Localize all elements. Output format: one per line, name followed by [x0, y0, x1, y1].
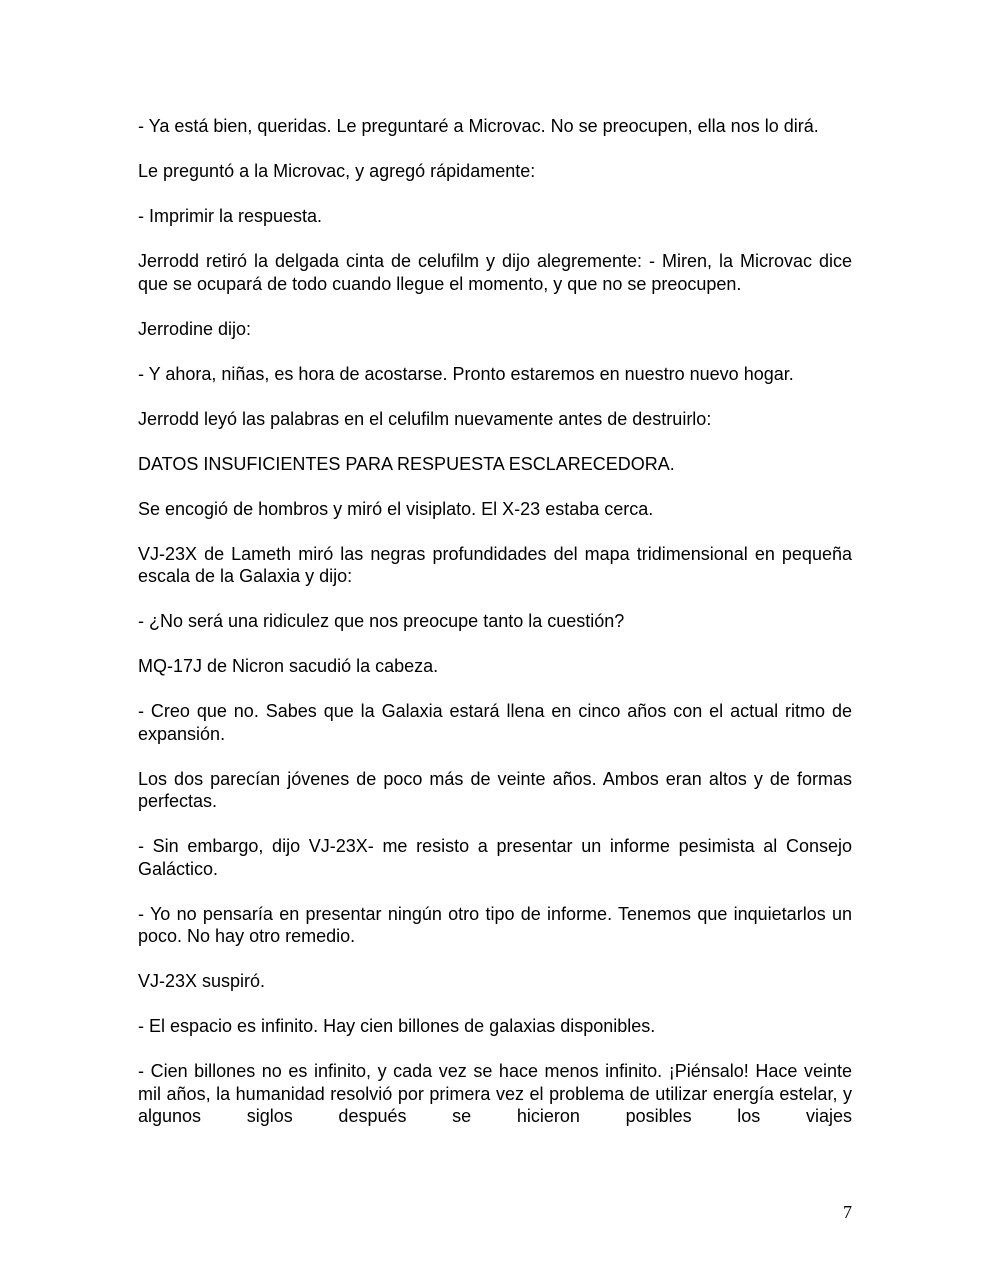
paragraph: Jerrodd retiró la delgada cinta de celufilm y dijo alegremente: - Miren, la Microvac dice que se ocupará de todo cuando llegue el momento, y que no se preocupen.: [138, 251, 852, 294]
paragraph: - Yo no pensaría en presentar ningún otro tipo de informe. Tenemos que inquietarlos un poco. No hay otro remedio.: [138, 903, 852, 946]
paragraph: VJ-23X suspiró.: [138, 971, 266, 991]
paragraph: VJ-23X de Lameth miró las negras profundidades del mapa tridimensional en pequeña escala de la Galaxia y dijo:: [138, 543, 852, 586]
paragraph: Se encogió de hombros y miró el visiplato. El X-23 estaba cerca.: [138, 498, 654, 519]
paragraph: - Y ahora, niñas, es hora de acostarse. Pronto estaremos en nuestro nuevo hogar.: [138, 363, 794, 384]
paragraph: - ¿No será una ridiculez que nos preocupe tanto la cuestión?: [138, 611, 625, 631]
paragraph: - Cien billones no es infinito, y cada vez se hace menos infinito. ¡Piénsalo! Hace veinte mil años, la humanidad resolvió por primera vez el problema de utilizar energía estelar, y algunos siglos después se hicieron posibles los viajes: [138, 1061, 852, 1126]
paragraph: - Sin embargo, dijo VJ-23X- me resisto a presentar un informe pesimista al Consejo Galáctico.: [138, 836, 852, 879]
paragraph: MQ-17J de Nicron sacudió la cabeza.: [138, 656, 439, 676]
paragraph: - El espacio es infinito. Hay cien billones de galaxias disponibles.: [138, 1016, 656, 1036]
paragraph: DATOS INSUFICIENTES PARA RESPUESTA ESCLARECEDORA.: [138, 453, 675, 474]
paragraph: - Creo que no. Sabes que la Galaxia estará llena en cinco años con el actual ritmo de expansión.: [138, 701, 852, 744]
paragraph: Jerrodd leyó las palabras en el celufilm nuevamente antes de destruirlo:: [138, 408, 712, 429]
paragraph: Jerrodine dijo:: [138, 318, 252, 339]
paragraph: - Imprimir la respuesta.: [138, 206, 323, 226]
page-number: 7: [843, 1202, 852, 1222]
paragraph: - Ya está bien, queridas. Le preguntaré a Microvac. No se preocupen, ella nos lo dirá.: [138, 116, 819, 136]
paragraph: Los dos parecían jóvenes de poco más de veinte años. Ambos eran altos y de formas perfectas.: [138, 768, 852, 811]
paragraph: Le preguntó a la Microvac, y agregó rápidamente:: [138, 161, 536, 181]
document-body: [138, 115, 852, 1128]
